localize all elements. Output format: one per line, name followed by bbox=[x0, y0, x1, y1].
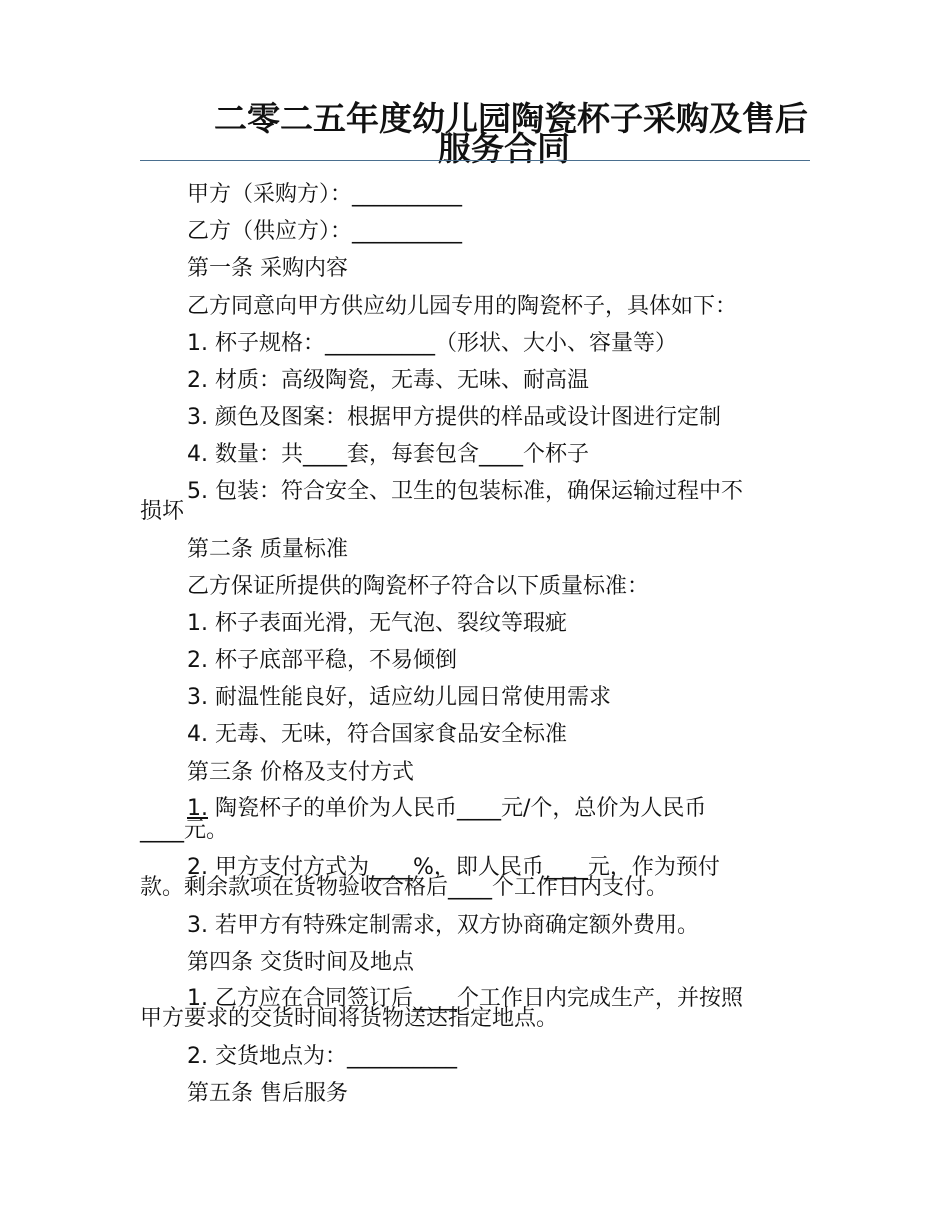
section-4-item-2: 2. 交货地点为：__________ bbox=[187, 1044, 457, 1070]
section-1-intro: 乙方同意向甲方供应幼儿园专用的陶瓷杯子，具体如下： bbox=[187, 293, 738, 319]
title-line-1: 二零二五年度幼儿园陶瓷杯子采购及售后 bbox=[214, 99, 808, 138]
section-4-heading: 第四条 交货时间及地点 bbox=[187, 950, 414, 975]
section-1-item-1: 1. 杯子规格：__________（形状、大小、容量等） bbox=[187, 330, 677, 356]
section-3-item-3: 3. 若甲方有特殊定制需求，双方协商确定额外费用。 bbox=[187, 912, 699, 938]
section-3-item-2-cont: 款。剩余款项在货物验收合格后____个工作日内支付。 bbox=[140, 874, 669, 900]
section-3-item-1-text: 陶瓷杯子的单价为人民币____元/个，总价为人民币 bbox=[208, 795, 707, 821]
section-2-item-1: 1. 杯子表面光滑，无气泡、裂纹等瑕疵 bbox=[187, 610, 567, 636]
section-3-item-2 bbox=[140, 850, 812, 907]
section-4-item-1-cont: 甲方要求的交货时间将货物送达指定地点。 bbox=[140, 1006, 559, 1032]
section-1-item-5 bbox=[140, 474, 812, 531]
document-body bbox=[140, 176, 812, 1113]
section-2-item-3: 3. 耐温性能良好，适应幼儿园日常使用需求 bbox=[187, 685, 611, 711]
section-2-heading: 第二条 质量标准 bbox=[187, 536, 348, 562]
section-4-item-1-text: 1. 乙方应在合同签订后____个工作日内完成生产，并按照 bbox=[187, 986, 743, 1012]
section-1-item-5-text: 5. 包装：符合安全、卫生的包装标准，确保运输过程中不 bbox=[187, 478, 743, 504]
section-3-item-1-cont: ____元。 bbox=[140, 817, 229, 843]
section-3-item-1 bbox=[140, 791, 812, 850]
document-title bbox=[140, 99, 810, 168]
title-line-2: 服务合同 bbox=[438, 129, 570, 168]
section-1-item-4: 4. 数量：共____套，每套包含____个杯子 bbox=[187, 442, 589, 468]
section-4-item-1 bbox=[140, 981, 812, 1038]
section-2-item-4: 4. 无毒、无味，符合国家食品安全标准 bbox=[187, 722, 567, 748]
section-3-heading: 第三条 价格及支付方式 bbox=[187, 759, 414, 785]
section-3-item-2-text: 2. 甲方支付方式为____%，即人民币____元，作为预付 bbox=[187, 854, 720, 880]
party-a-line: 甲方（采购方）：__________ bbox=[187, 182, 463, 207]
section-1-item-2: 2. 材质：高级陶瓷，无毒、无味、耐高温 bbox=[187, 367, 589, 393]
title-divider bbox=[140, 160, 810, 161]
section-3-item-1-number: 1. bbox=[187, 795, 208, 821]
section-2-item-2: 2. 杯子底部平稳，不易倾倒 bbox=[187, 648, 457, 674]
section-1-item-3: 3. 颜色及图案：根据甲方提供的样品或设计图进行定制 bbox=[187, 405, 721, 431]
party-b-line: 乙方（供应方）：__________ bbox=[187, 219, 463, 245]
section-1-item-5-cont: 损坏 bbox=[140, 498, 185, 524]
section-2-intro: 乙方保证所提供的陶瓷杯子符合以下质量标准： bbox=[187, 573, 650, 599]
section-5-heading: 第五条 售后服务 bbox=[187, 1081, 348, 1107]
section-1-heading: 第一条 采购内容 bbox=[187, 256, 348, 282]
